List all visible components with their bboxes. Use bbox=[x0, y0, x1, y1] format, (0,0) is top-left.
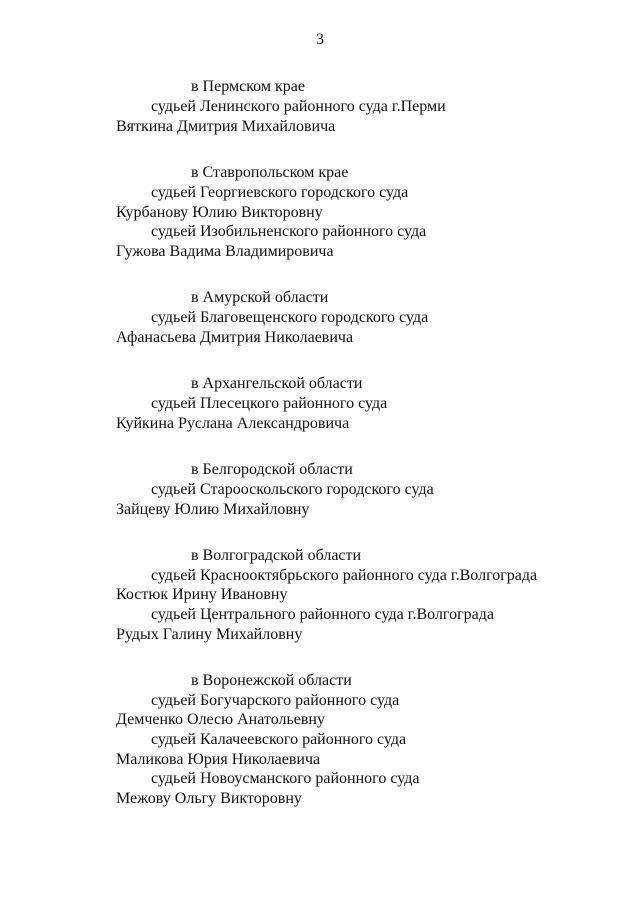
court-appointment: судьей Краснооктябрьского районного суда г.Волгограда bbox=[151, 567, 538, 584]
page-number: 3 bbox=[316, 31, 324, 48]
region-heading: в Амурской области bbox=[191, 289, 329, 306]
court-appointment: судьей Центрального районного суда г.Волгограда bbox=[151, 606, 494, 623]
court-appointment: судьей Богучарского районного суда bbox=[151, 692, 400, 709]
court-appointment: судьей Новоусманского районного суда bbox=[151, 770, 420, 787]
region-heading: в Воронежской области bbox=[191, 672, 352, 689]
judge-name: Зайцеву Юлию Михайловну bbox=[116, 501, 310, 518]
region-heading: в Ставропольском крае bbox=[191, 164, 349, 181]
court-appointment: судьей Плесецкого районного суда bbox=[151, 395, 388, 412]
region-heading: в Архангельской области bbox=[191, 375, 363, 392]
judge-name: Куйкина Руслана Александровича bbox=[116, 415, 350, 432]
judge-name: Демченко Олесю Анатольевну bbox=[116, 711, 325, 728]
judge-name: Маликова Юрия Николаевича bbox=[116, 751, 321, 768]
court-appointment: судьей Георгиевского городского суда bbox=[151, 184, 409, 201]
court-appointment: судьей Изобильненского районного суда bbox=[151, 223, 427, 240]
court-appointment: судьей Благовещенского городского суда bbox=[151, 309, 429, 326]
court-appointment: судьей Старооскольского городского суда bbox=[151, 481, 434, 498]
judge-name: Костюк Ирину Ивановну bbox=[116, 586, 288, 603]
judge-name: Вяткина Дмитрия Михайловича bbox=[116, 118, 336, 135]
region-heading: в Белгородской области bbox=[191, 461, 353, 478]
court-appointment: судьей Ленинского районного суда г.Перми bbox=[151, 98, 446, 115]
judge-name: Гужова Вадима Владимировича bbox=[116, 243, 334, 260]
judge-name: Рудых Галину Михайловну bbox=[116, 626, 303, 643]
judge-name: Афанасьева Дмитрия Николаевича bbox=[116, 329, 354, 346]
court-appointment: судьей Калачеевского районного суда bbox=[151, 731, 407, 748]
region-heading: в Пермском крае bbox=[191, 78, 305, 95]
judge-name: Межову Ольгу Викторовну bbox=[116, 790, 302, 807]
region-heading: в Волгоградской области bbox=[191, 547, 362, 564]
judge-name: Курбанову Юлию Викторовну bbox=[116, 204, 323, 221]
